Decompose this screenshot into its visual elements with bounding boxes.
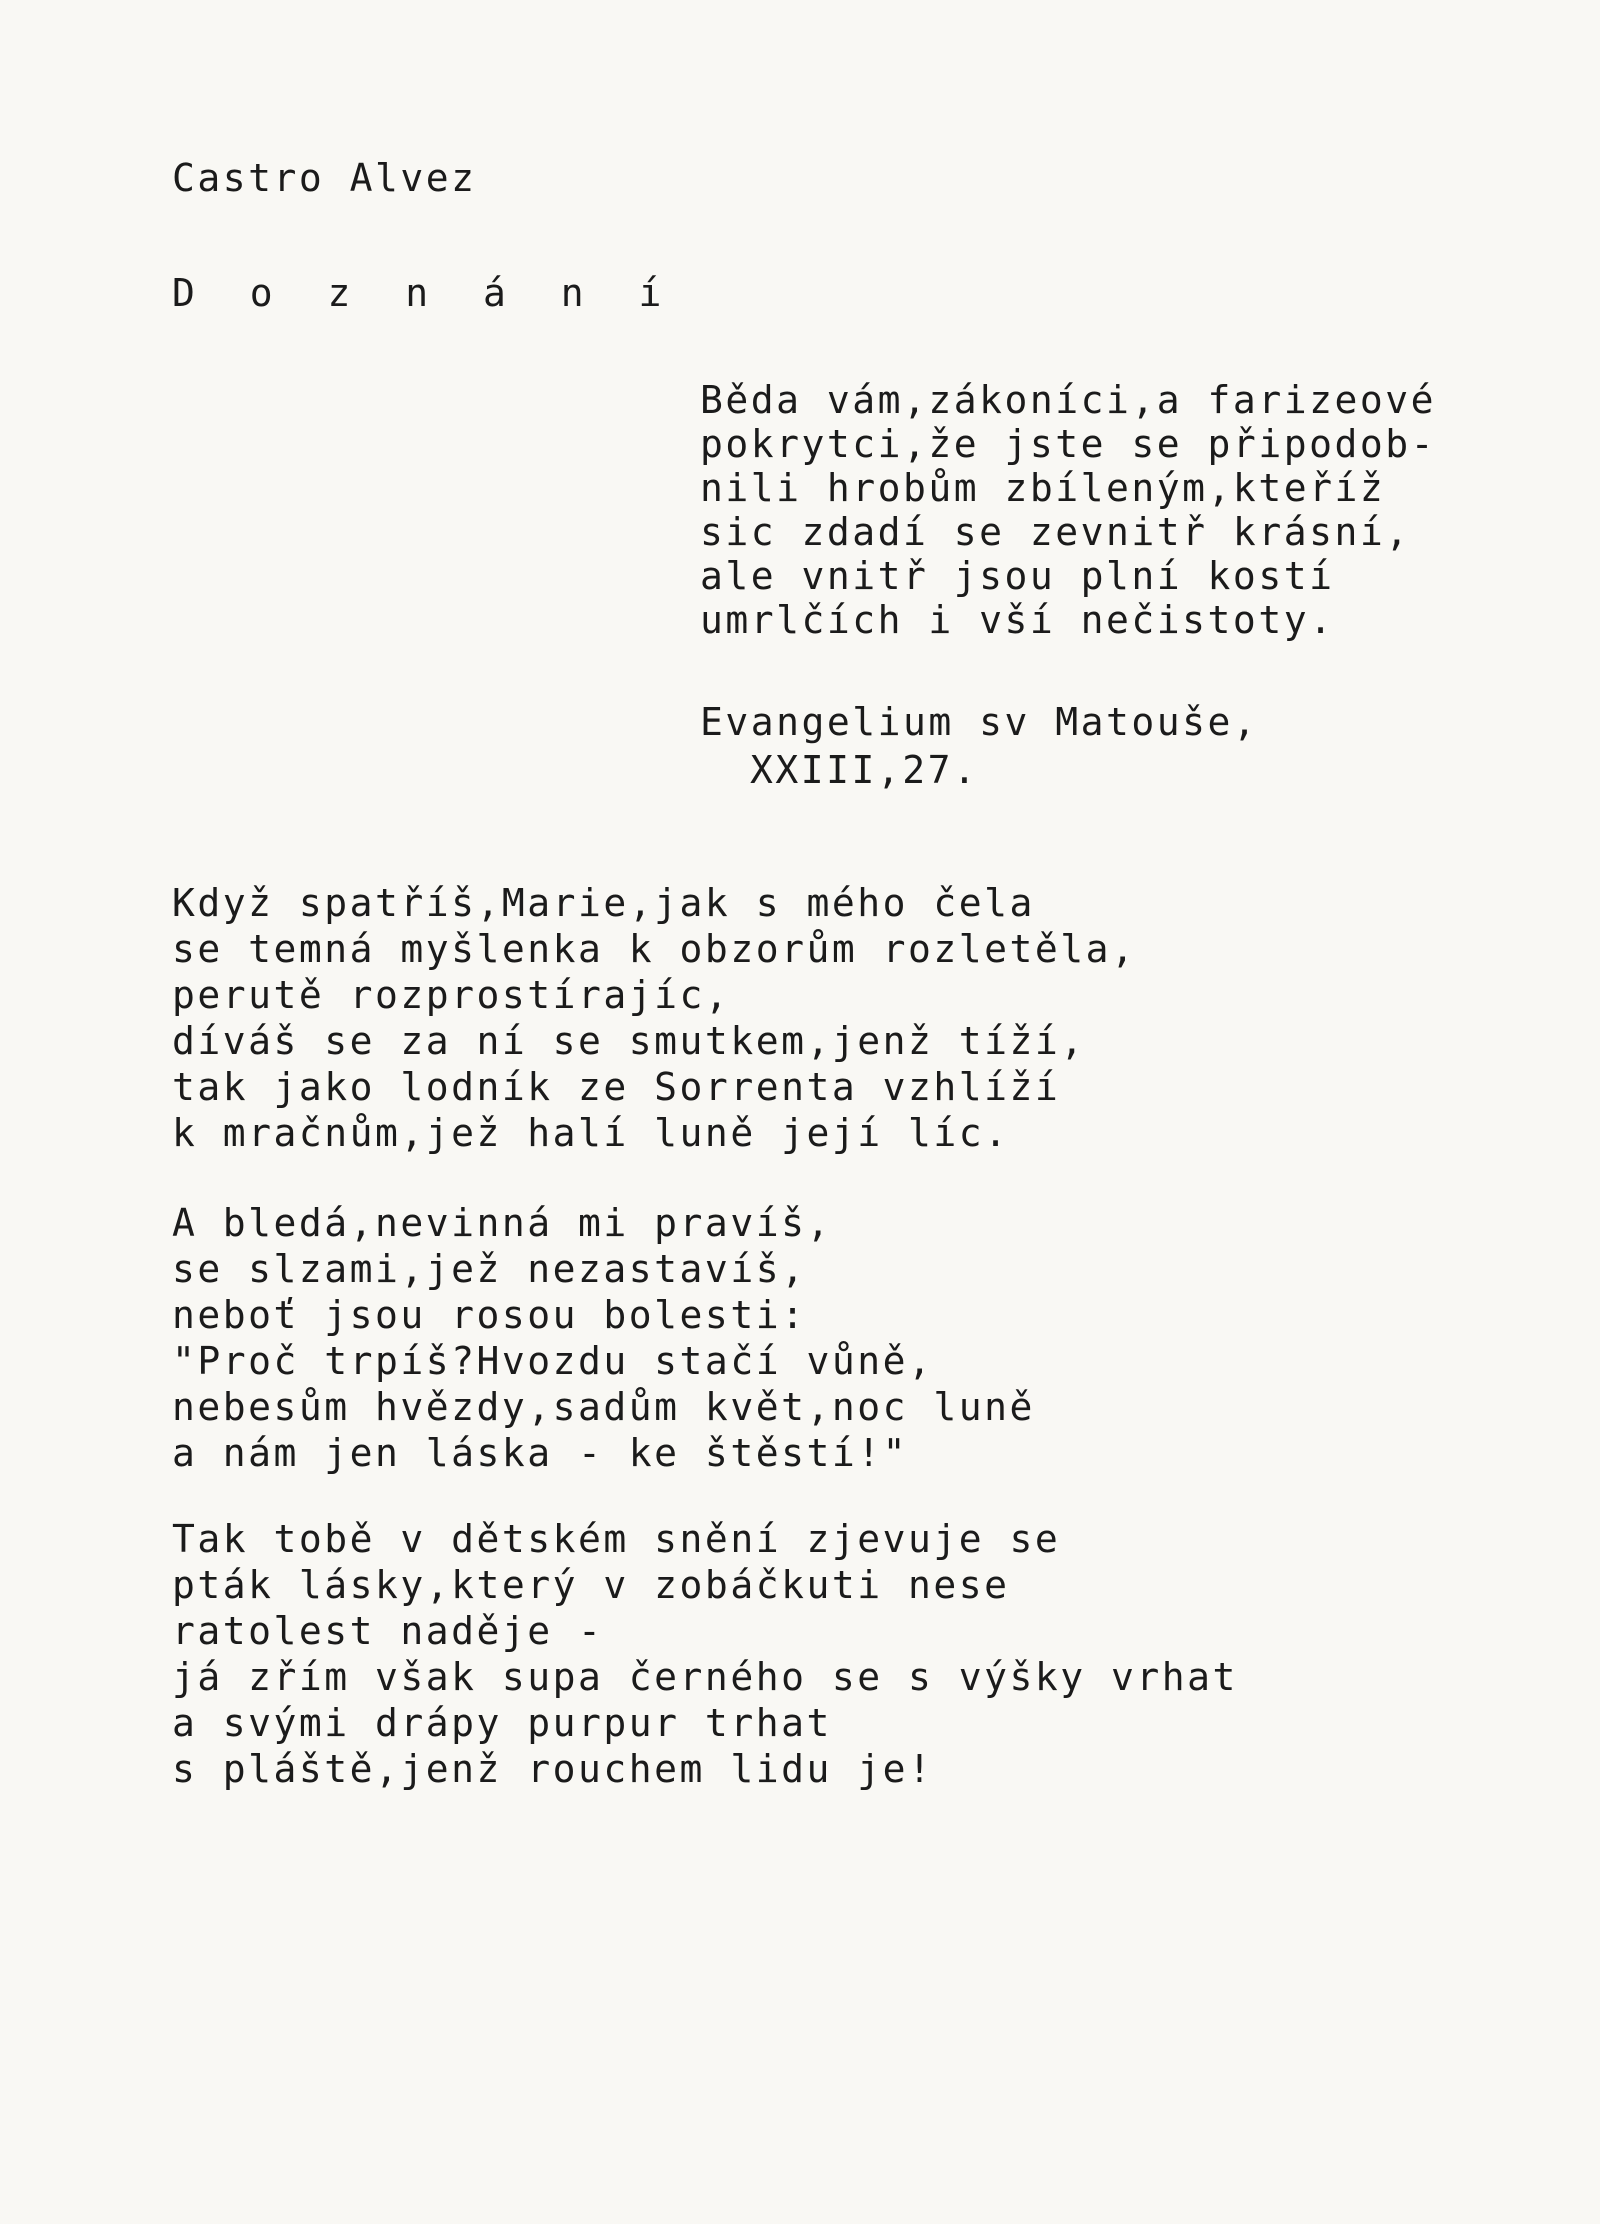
- poem-title: D o z n á n í: [172, 271, 678, 315]
- verse-line: "Proč trpíš?Hvozdu stačí vůně,: [172, 1339, 934, 1383]
- verse-line: se slzami,jež nezastavíš,: [172, 1247, 807, 1291]
- epigraph-line: Běda vám,zákoníci,a farizeové: [700, 378, 1436, 422]
- verse-line: díváš se za ní se smutkem,jenž tíží,: [172, 1019, 1086, 1063]
- epigraph-line: nili hrobům zbíleným,kteříž: [700, 466, 1386, 510]
- verse-line: neboť jsou rosou bolesti:: [172, 1293, 807, 1337]
- stanza-1: [172, 880, 1136, 1156]
- verse-line: perutě rozprostírajíc,: [172, 973, 731, 1017]
- verse-line: A bledá,nevinná mi pravíš,: [172, 1201, 832, 1245]
- epigraph-line: sic zdadí se zevnitř krásní,: [700, 510, 1411, 554]
- stanza-2: [172, 1200, 1035, 1476]
- verse-line: tak jako lodník ze Sorrenta vzhlíží: [172, 1065, 1061, 1109]
- epigraph: [700, 378, 1436, 642]
- verse-line: Když spatříš,Marie,jak s mého čela: [172, 881, 1035, 925]
- verse-line: se temná myšlenka k obzorům rozletěla,: [172, 927, 1137, 971]
- verse-line: nebesům hvězdy,sadům květ,noc luně: [172, 1385, 1035, 1429]
- stanza-3: [172, 1516, 1238, 1792]
- verse-line: ratolest naděje -: [172, 1609, 604, 1653]
- author-name: Castro Alvez: [172, 156, 477, 200]
- verse-line: s pláště,jenž rouchem lidu je!: [172, 1747, 934, 1791]
- source-line: Evangelium sv Matouše,: [700, 700, 1259, 744]
- verse-line: a svými drápy purpur trhat: [172, 1701, 832, 1745]
- verse-line: Tak tobě v dětském snění zjevuje se: [172, 1517, 1061, 1561]
- verse-line: k mračnům,jež halí luně její líc.: [172, 1111, 1010, 1155]
- verse-line: já zřím však supa černého se s výšky vrhat: [172, 1655, 1238, 1699]
- epigraph-line: umrlčích i vší nečistoty.: [700, 598, 1335, 642]
- epigraph-line: ale vnitř jsou plní kostí: [700, 554, 1335, 598]
- epigraph-line: pokrytci,že jste se připodob-: [700, 422, 1436, 466]
- verse-line: a nám jen láska - ke štěstí!": [172, 1431, 908, 1475]
- source-line: XXIII,27.: [750, 748, 979, 792]
- epigraph-source: [700, 698, 1258, 794]
- verse-line: pták lásky,který v zobáčkuti nese: [172, 1563, 1010, 1607]
